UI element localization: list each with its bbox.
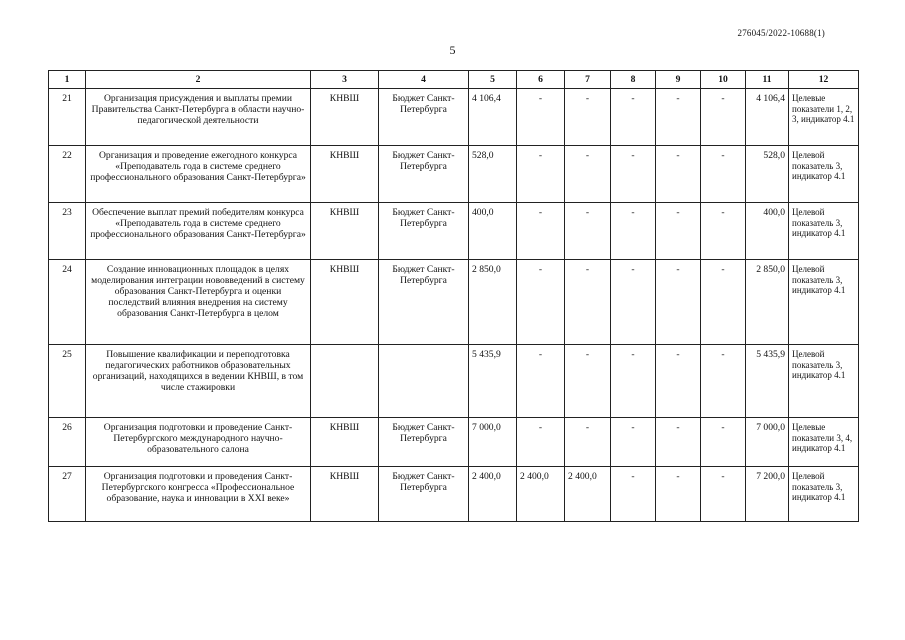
row-number: 22 (49, 146, 86, 203)
row-number: 23 (49, 203, 86, 260)
activity-name: Организация подготовки и проведение Санкт-Петербургского международного научно-образовательного салона (86, 418, 311, 467)
executor: КНВШ (311, 203, 379, 260)
header-cell: 2 (86, 71, 311, 89)
header-cell: 6 (517, 71, 565, 89)
value-col-7: - (565, 89, 611, 146)
value-col-7: - (565, 146, 611, 203)
header-cell: 7 (565, 71, 611, 89)
table-row (49, 146, 859, 203)
value-col-8: - (611, 345, 656, 418)
row-number: 24 (49, 260, 86, 345)
value-col-10: - (701, 467, 746, 522)
activity-name: Организация и проведение ежегодного конкурса «Преподаватель года в системе среднего профессионального образования Санкт-Петербурга» (86, 146, 311, 203)
total-value: 7 000,0 (746, 418, 789, 467)
value-col-10: - (701, 146, 746, 203)
header-cell: 3 (311, 71, 379, 89)
value-col-8: - (611, 203, 656, 260)
value-col-5: 2 400,0 (469, 467, 517, 522)
header-row (49, 71, 859, 89)
value-col-6: - (517, 203, 565, 260)
value-col-5: 4 106,4 (469, 89, 517, 146)
program-activities-table (48, 70, 859, 522)
value-col-9: - (656, 467, 701, 522)
table-row (49, 418, 859, 467)
total-value: 7 200,0 (746, 467, 789, 522)
indicators: Целевые показатели 1, 2, 3, индикатор 4.1 (789, 89, 859, 146)
value-col-8: - (611, 260, 656, 345)
value-col-5: 400,0 (469, 203, 517, 260)
value-col-5: 2 850,0 (469, 260, 517, 345)
header-cell: 8 (611, 71, 656, 89)
total-value: 5 435,9 (746, 345, 789, 418)
row-number: 27 (49, 467, 86, 522)
activity-name: Создание инновационных площадок в целях моделирования интеграции нововведений в систему образования Санкт-Петербурга и оценки последствий влияния внедрения на систему образования Санкт-Петербурга в целом (86, 260, 311, 345)
funding-source (379, 345, 469, 418)
page-number: 5 (449, 43, 456, 57)
executor: КНВШ (311, 467, 379, 522)
funding-source: Бюджет Санкт-Петербурга (379, 146, 469, 203)
header-cell: 1 (49, 71, 86, 89)
value-col-8: - (611, 89, 656, 146)
value-col-9: - (656, 146, 701, 203)
executor: КНВШ (311, 418, 379, 467)
value-col-9: - (656, 89, 701, 146)
funding-source: Бюджет Санкт-Петербурга (379, 203, 469, 260)
activity-name: Организация присуждения и выплаты премии Правительства Санкт-Петербурга в области научно-педагогической деятельности (86, 89, 311, 146)
indicators: Целевой показатель 3, индикатор 4.1 (789, 203, 859, 260)
row-number: 21 (49, 89, 86, 146)
value-col-6: - (517, 89, 565, 146)
row-number: 26 (49, 418, 86, 467)
activity-name: Повышение квалификации и переподготовка педагогических работников образовательных организаций, находящихся в ведении КНВШ, в том числе стажировки (86, 345, 311, 418)
indicators: Целевой показатель 3, индикатор 4.1 (789, 146, 859, 203)
funding-source: Бюджет Санкт-Петербурга (379, 89, 469, 146)
value-col-9: - (656, 345, 701, 418)
indicators: Целевой показатель 3, индикатор 4.1 (789, 260, 859, 345)
value-col-9: - (656, 203, 701, 260)
value-col-10: - (701, 203, 746, 260)
table-row (49, 467, 859, 522)
value-col-8: - (611, 418, 656, 467)
value-col-8: - (611, 467, 656, 522)
indicators: Целевой показатель 3, индикатор 4.1 (789, 467, 859, 522)
header-cell: 12 (789, 71, 859, 89)
header-cell: 9 (656, 71, 701, 89)
value-col-6: 2 400,0 (517, 467, 565, 522)
indicators: Целевые показатели 3, 4, индикатор 4.1 (789, 418, 859, 467)
value-col-6: - (517, 418, 565, 467)
executor: КНВШ (311, 146, 379, 203)
total-value: 4 106,4 (746, 89, 789, 146)
value-col-10: - (701, 345, 746, 418)
value-col-9: - (656, 418, 701, 467)
activity-name: Обеспечение выплат премий победителям конкурса «Преподаватель года в системе среднего профессионального образования Санкт-Петербурга» (86, 203, 311, 260)
value-col-7: - (565, 203, 611, 260)
table-row (49, 260, 859, 345)
header-cell: 10 (701, 71, 746, 89)
header-cell: 4 (379, 71, 469, 89)
value-col-10: - (701, 260, 746, 345)
executor: КНВШ (311, 89, 379, 146)
value-col-6: - (517, 146, 565, 203)
executor (311, 345, 379, 418)
value-col-5: 528,0 (469, 146, 517, 203)
value-col-10: - (701, 89, 746, 146)
total-value: 2 850,0 (746, 260, 789, 345)
value-col-7: - (565, 260, 611, 345)
table-row (49, 203, 859, 260)
value-col-10: - (701, 418, 746, 467)
document-id: 276045/2022-10688(1) (737, 28, 825, 38)
value-col-7: 2 400,0 (565, 467, 611, 522)
value-col-5: 7 000,0 (469, 418, 517, 467)
total-value: 400,0 (746, 203, 789, 260)
value-col-6: - (517, 260, 565, 345)
funding-source: Бюджет Санкт-Петербурга (379, 467, 469, 522)
value-col-5: 5 435,9 (469, 345, 517, 418)
header-cell: 5 (469, 71, 517, 89)
activity-name: Организация подготовки и проведения Санкт-Петербургского конгресса «Профессиональное образование, наука и инновации в XXI веке» (86, 467, 311, 522)
indicators: Целевой показатель 3, индикатор 4.1 (789, 345, 859, 418)
table-row (49, 89, 859, 146)
executor: КНВШ (311, 260, 379, 345)
value-col-7: - (565, 418, 611, 467)
value-col-7: - (565, 345, 611, 418)
total-value: 528,0 (746, 146, 789, 203)
funding-source: Бюджет Санкт-Петербурга (379, 260, 469, 345)
value-col-9: - (656, 260, 701, 345)
row-number: 25 (49, 345, 86, 418)
funding-source: Бюджет Санкт-Петербурга (379, 418, 469, 467)
value-col-8: - (611, 146, 656, 203)
header-cell: 11 (746, 71, 789, 89)
value-col-6: - (517, 345, 565, 418)
table-row (49, 345, 859, 418)
